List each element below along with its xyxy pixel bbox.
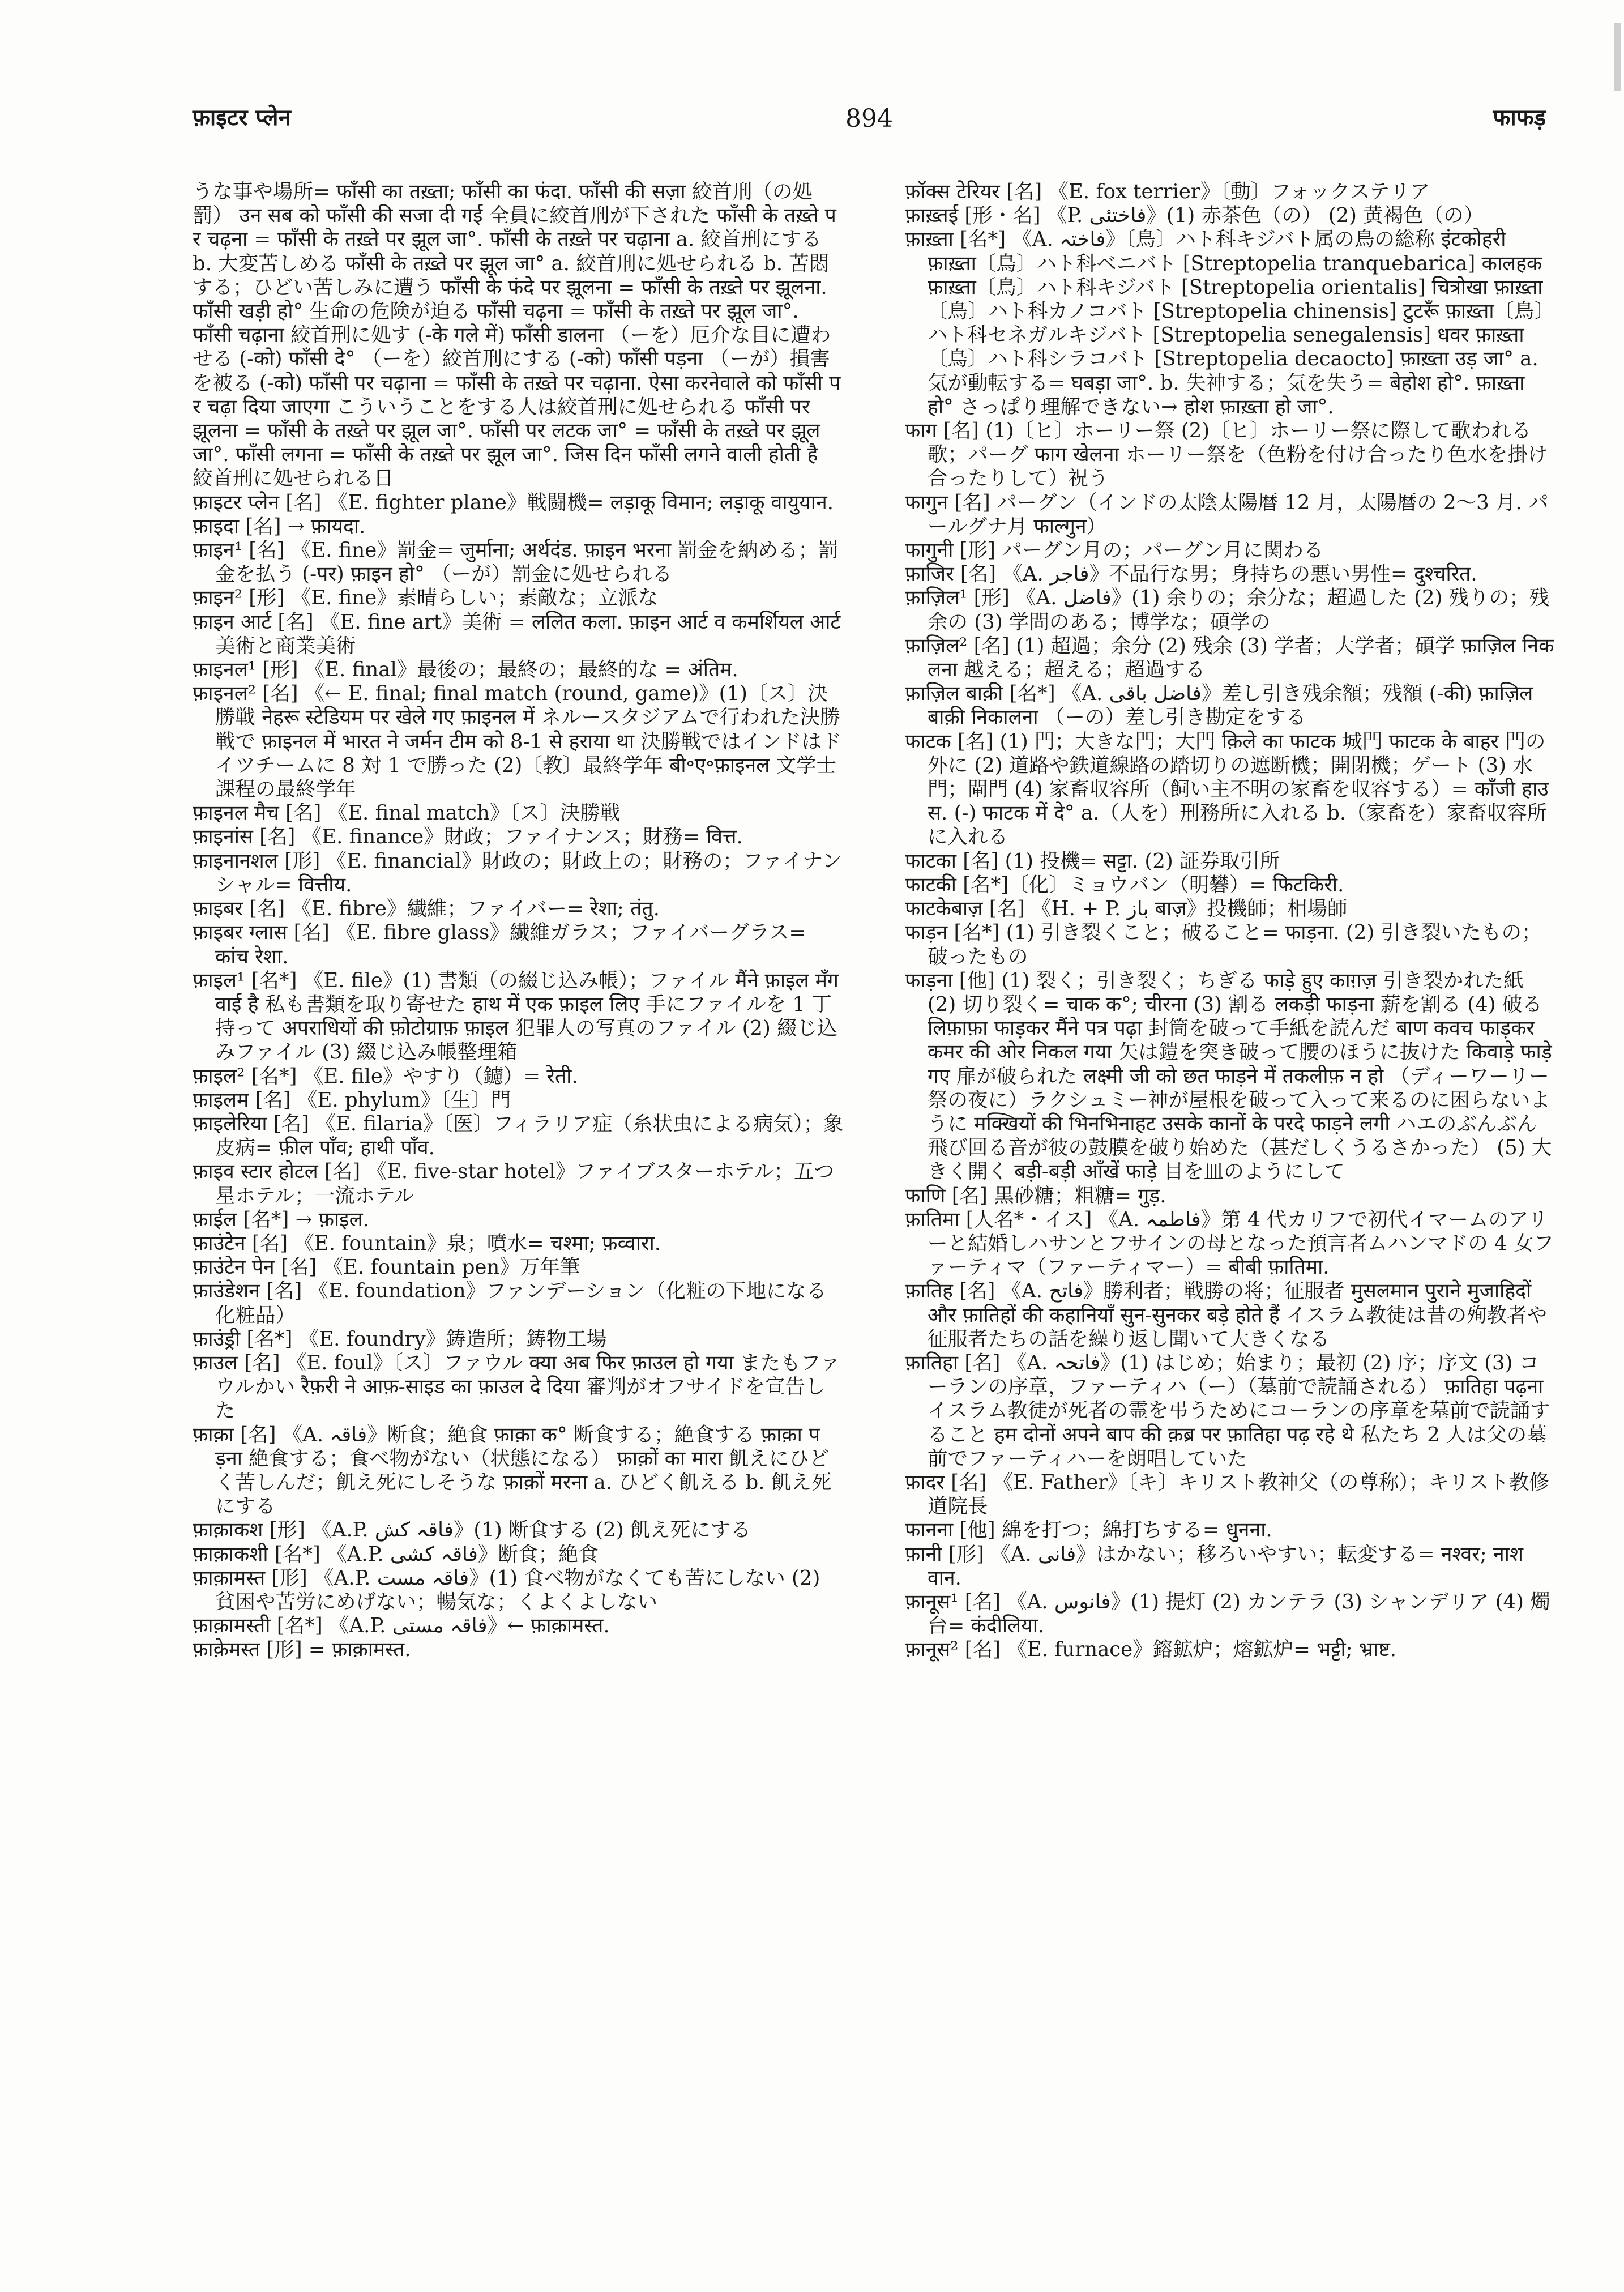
- dictionary-entry: फ़ाक़ाकश [形] 《A.P. فاقہ کش》(1) 断食する (2) 飢え死にする: [193, 1518, 751, 1542]
- dictionary-entry: फ़ाक़ा [名] 《A. فاقہ》断食；絶食 फ़ाक़ा क° 断食する；絶食する फ़ाक़ा पड़ना 絶食する；食べ物がない（状態になる） फ़ाक़ों का मारा 飢えにひどく苦しんだ；飢え死にしそうな फ़ाक़ों मरना a. ひどく飢える b. 飢え死にする: [193, 1423, 832, 1518]
- dictionary-entry: फ़ाइन¹ [名] 《E. fine》罰金= जुर्माना; अर्थदंड. फ़ाइन भरना 罰金を納める；罰金を払う (-पर) फ़ाइन हो° （ーが）罰金に処せられる: [193, 539, 839, 586]
- dictionary-entry: फाटकी [名*]〔化〕ミョウバン（明礬）= फिटकिरी.: [905, 873, 1344, 897]
- dictionary-entry: फ़ाक़ेमस्त [形] = फ़ाक़ामस्त.: [193, 1638, 411, 1662]
- dictionary-entry: फाणि [名] 黒砂糖；粗糖= गुड़.: [905, 1184, 1166, 1207]
- dictionary-entry: फ़ॉक्स टेरियर [名] 《E. fox terrier》〔動〕フォックステリア: [905, 180, 1430, 203]
- dictionary-entry: फ़ाइदा [名] → फ़ायदा.: [193, 514, 366, 538]
- dictionary-entry: फ़ाइल² [名*] 《E. file》やすり（鑢）= रेती.: [193, 1064, 578, 1088]
- dictionary-entry: फ़ाइल¹ [名*] 《E. file》(1) 書類（の綴じ込み帳）；ファイル मैंने फ़ाइल मँगवाई है 私も書類を取り寄せた हाथ में एक फ़ाइल लिए 手にファイルを 1 丁持って अपराधियों की फ़ोटोग्राफ़ फ़ाइल 犯罪人の写真のファイル (2) 綴じ込みファイル (3) 綴じ込み帳整理箱: [193, 968, 839, 1064]
- dictionary-entry: फ़ाइटर प्लेन [名] 《E. fighter plane》戦闘機= लड़ाकू विमान; लड़ाकू वायुयान.: [193, 490, 834, 514]
- dictionary-entry: फ़ाज़िल² [名] (1) 超過；余分 (2) 残余 (3) 学者；大学者；碩学 फ़ाज़िल निकलना 越える；超える；超過する: [905, 634, 1554, 682]
- dictionary-entry: फ़ाइनल मैच [名] 《E. final match》〔ス〕決勝戦: [193, 801, 621, 825]
- running-head-right: फाफड़: [1493, 104, 1546, 131]
- dictionary-entry: फ़ाख़्ता [名*] 《A. فاختہ》〔鳥〕ハト科キジバト属の鳥の総称 इंटकोहरी फ़ाख़्ता〔鳥〕ハト科ベニバト [Streptopelia tranquebarica] कालहक फ़ाख़्ता〔鳥〕ハト科キジバト [Streptopelia orientalis] चित्रोखा फ़ाख़्ता〔鳥〕ハト科カノコバト [Streptopelia chinensis] टुटरूँ फ़ाख़्ता〔鳥〕ハト科セネガルキジバト [Streptopelia senegalensis] धवर फ़ाख़्ता〔鳥〕ハト科シラコバト [Streptopelia decaocto] फ़ाख़्ता उड़ जा° a. 気が動転する= घबड़ा जा°. b. 失神する；気を失う= बेहोश हो°. फ़ाख़्ता हो° さっぱり理解できない→ होश फ़ाख़्ता हो जा°.: [905, 228, 1555, 419]
- dictionary-entry: फ़ाक़ामस्त [形] 《A.P. فاقہ مست》(1) 食べ物がなくても苦にしない (2) 貧困や苦労にめげない；暢気な；くよくよしない: [193, 1566, 820, 1614]
- dictionary-entry: फ़ानी [形] 《A. فانی》はかない；移ろいやすい；転変する= नश्वर; नाशवान.: [905, 1542, 1524, 1590]
- dictionary-entry: फ़ाक़ामस्ती [名*] 《A.P. فاقہ مستی》← फ़ाक़ामस्त.: [193, 1614, 610, 1638]
- page-header: [193, 101, 1546, 140]
- dictionary-entry: फानना [他] 綿を打つ；綿打ちする= धुनना.: [905, 1518, 1272, 1542]
- dictionary-entry: फ़ाइबर [名] 《E. fibre》繊維；ファイバー= रेशा; तंतु.: [193, 897, 660, 921]
- dictionary-entry: फ़ाउंटेन पेन [名] 《E. fountain pen》万年筆: [193, 1256, 580, 1279]
- dictionary-entry: फ़ाज़िल¹ [形] 《A. فاضل》(1) 余りの；余分な；超過した (2) 残りの；残余の (3) 学問のある；博学な；碩学の: [905, 586, 1550, 634]
- dictionary-entry: फ़ानूस² [名] 《E. furnace》鎔鉱炉；熔鉱炉= भट्टी; भ्राष्ट.: [905, 1638, 1397, 1662]
- dictionary-entry: फाटका [名] (1) 投機= सट्टा. (2) 証券取引所: [905, 849, 1280, 873]
- dictionary-entry: फ़ाइनानशल [形] 《E. financial》財政の；財政上の；財務の；ファイナンシャル= वित्तीय.: [193, 849, 842, 897]
- dictionary-entry: फ़ाइव स्टार होटल [名] 《E. five-star hotel》ファイブスターホテル；五つ星ホテル；一流ホテル: [193, 1160, 835, 1207]
- dictionary-entry: फ़ाजिर [名] 《A. فاجر》不品行な男；身持ちの悪い男性= दुश्चरित.: [905, 562, 1477, 586]
- dictionary-entry: फ़ाख़्तई [形・名] 《P. فاختئی》(1) 赤茶色（の） (2) 黄褐色（の）: [905, 204, 1484, 228]
- dictionary-entry: फ़ाइन आर्ट [名] 《E. fine art》美術 = ललित कला. फ़ाइन आर्ट व कमर्शियल आर्ट 美術と商業美術: [193, 610, 841, 658]
- dictionary-entry: फ़ातिह [名] 《A. فاتح》勝利者；戦勝の将；征服者 मुसलमान पुराने मुजाहिदों और फ़ातिहों की कहानियाँ सुन-सुनकर बड़े होते हैं イスラム教徒は昔の殉教者や征服者たちの話を繰り返し聞いて大きくなる: [905, 1279, 1547, 1351]
- entry-continuation: うな事や場所= फाँसी का तख़्ता; फाँसी का फंदा. फाँसी की सज़ा 絞首刑（の処罰） उन सब को फाँसी की सजा दी गई 全員に絞首刑が下された फाँसी के तख़्ते पर चढ़ना = फाँसी के तख़्ते पर झूल जा°. फाँसी के तख़्ते पर चढ़ाना a. 絞首刑にする b. 大変苦しめる फाँसी के तख़्ते पर झूल जा° a. 絞首刑に処せられる b. 苦悶する；ひどい苦しみに遭う फाँसी के फंदे पर झूलना = फाँसी के तख़्ते पर झूलना. फाँसी खड़ी हो° 生命の危険が迫る फाँसी चढ़ना = फाँसी के तख़्ते पर झूल जा°. फाँसी चढ़ाना 絞首刑に処す (-के गले में) फाँसी डालना （ーを）厄介な目に遭わせる (-को) फाँसी दे° （ーを）絞首刑にする (-को) फाँसी पड़ना （ーが）損害を被る (-को) फाँसी पर चढ़ाना = फाँसी के तख़्ते पर चढ़ाना. ऐसा करनेवाले को फाँसी पर चढ़ा दिया जाएगा こういうことをする人は絞首刑に処せられる फाँसी पर झूलना = फाँसी के तख़्ते पर झूल जा°. फाँसी पर लटक जा° = फाँसी के तख़्ते पर झूल जा°. फाँसी लगना = फाँसी के तख़्ते पर झूल जा°. जिस दिन फाँसी लगने वाली होती है 絞首刑に処せられる日: [193, 180, 841, 490]
- dictionary-entry: फ़ाइन² [形] 《E. fine》素晴らしい；素敵な；立派な: [193, 586, 659, 610]
- left-column: [193, 180, 844, 1662]
- dictionary-entry: फ़ाइनल¹ [形] 《E. final》最後の；最終の；最終的な = अंतिम.: [193, 658, 738, 682]
- dictionary-entry: फाड़ना [他] (1) 裂く；引き裂く；ちぎる फाड़े हुए काग़ज़ 引き裂かれた紙 (2) 切り裂く= चाक क°; चीरना (3) 割る लकड़ी फाड़ना 薪を割る (4) 破る लिफ़ाफ़ा फाड़कर मैंने पत्र पढ़ा 封筒を破って手紙を読んだ बाण कवच फाड़कर कमर की ओर निकल गया 矢は鎧を突き破って腰のほうに抜けた किवाड़े फाड़े गए 扉が破られた लक्ष्मी जी को छत फाड़ने में तकलीफ़ न हो （ディーワーリー祭の夜に）ラクシュミー神が屋根を破って入って来るのに困らないように मक्खियों की भिनभिनाहट उसके कानों के परदे फाड़ने लगी ハエのぶんぶん飛び回る音が彼の鼓膜を破り始めた（甚だしくうるさかった） (5) 大きく開く बड़ी-बड़ी आँखें फाड़े 目を皿のようにして: [905, 968, 1552, 1184]
- dictionary-entry: फ़ाइनांस [名] 《E. finance》財政；ファイナンス；財務= वित्त.: [193, 825, 743, 849]
- dictionary-entry: फ़ानूस¹ [名] 《A. فانوس》(1) 提灯 (2) カンテラ (3) シャンデリア (4) 燭台= कंदीलिया.: [905, 1590, 1550, 1638]
- dictionary-entry: फ़ाइबर ग्लास [名] 《E. fibre glass》繊維ガラス；ファイバーグラス= कांच रेशा.: [193, 921, 806, 968]
- dictionary-entry: फ़ाइलेरिया [名] 《E. filaria》〔医〕フィラリア症（糸状虫による病気）；象皮病= फ़ील पाँव; हाथी पाँव.: [193, 1112, 844, 1160]
- dictionary-entry: फागुन [名] パーグン（インドの太陰太陽暦 12 月，太陽暦の 2～3 月. パールグナ月 फाल्गुन）: [905, 490, 1549, 538]
- right-column: [905, 180, 1556, 1662]
- dictionary-entry: फाटक [名] (1) 門；大きな門；大門 क़िले का फाटक 城門 फाटक के बाहर 門の外に (2) 道路や鉄道線路の踏切りの遮断機；開閉機；ゲート (3) 水門；閘門 (4) 家畜収容所（飼い主不明の家畜を収容する）= काँजी हाउस. (-) फाटक में दे° a.（人を）刑務所に入れる b.（家畜を）家畜収容所に入れる: [905, 729, 1549, 849]
- dictionary-entry: फ़ाईल [名*] → फ़ाइल.: [193, 1207, 369, 1231]
- dictionary-entry: फागुनी [形] パーグン月の；パーグン月に関わる: [905, 539, 1324, 562]
- running-head-left: फ़ाइटर प्लेन: [193, 104, 291, 131]
- dictionary-entry: फ़ातिहा [名] 《A. فاتحہ》(1) はじめ；始まり；最初 (2) 序；序文 (3) コーランの序章，ファーティハ（ー）（墓前で読誦される） फ़ातिहा पढ़ना イスラム教徒が死者の霊を弔うためにコーランの序章を墓前で読誦すること हम दोनों अपने बाप की क़ब्र पर फ़ातिहा पढ़ रहे थे 私たち 2 人は父の墓前でファーティハーを朗唱していた: [905, 1351, 1550, 1470]
- dictionary-entry: फ़ाउल [名] 《E. foul》〔ス〕ファウル क्या अब फिर फ़ाउल हो गया またもファウルかい रैफ़री ने आफ़-साइड का फ़ाउल दे दिया 審判がオフサイドを宣告した: [193, 1351, 840, 1423]
- dictionary-entry: फ़ाइनल² [名] 《← E. final; final match (round, game)》(1)〔ス〕決勝戦 नेहरू स्टेडियम पर खेले गए फ़ाइनल में ネルースタジアムで行われた決勝戦で फ़ाइनल में भारत ने जर्मन टीम को 8-1 से हराया था 決勝戦ではインドはドイツチームに 8 対 1 で勝った (2)〔教〕最終学年 बी॰ए॰फ़ाइनल 文学士課程の最終学年: [193, 682, 842, 801]
- page-edge-mark: [1614, 23, 1621, 91]
- dictionary-entry: फ़ातिमा [人名*・イス] 《A. فاطمہ》第 4 代カリフで初代イマームのアリーと結婚しハサンとフサインの母となった預言者ムハンマドの 4 女ファーティマ（ファーティマー）= बीबी फ़ातिमा.: [905, 1207, 1554, 1279]
- dictionary-entry: फाग [名] (1)〔ヒ〕ホーリー祭 (2)〔ヒ〕ホーリー祭に際して歌われる歌；パーグ फाग खेलना ホーリー祭を（色粉を付け合ったり色水を掛け合ったりして）祝う: [905, 419, 1548, 490]
- dictionary-entry: फ़ाज़िल बाक़ी [名*] 《A. فاضل باقی》差し引き残余額；残額 (-की) फ़ाज़िल बाक़ी निकालना （ーの）差し引き勘定をする: [905, 682, 1533, 729]
- dictionary-entry: फ़ाइलम [名] 《E. phylum》〔生〕門: [193, 1088, 511, 1112]
- dictionary-entry: फ़ाउंटेन [名] 《E. fountain》泉；噴水= चश्मा; फ़व्वारा.: [193, 1231, 661, 1255]
- dictionary-entry: फ़ाउंड्री [名*] 《E. foundry》鋳造所；鋳物工場: [193, 1327, 607, 1351]
- dictionary-entry: फाड़न [名*] (1) 引き裂くこと；破ること= फाड़ना. (2) 引き裂いたもの；破ったもの: [905, 921, 1542, 968]
- dictionary-entry: फाटकेबाज़ [名] 《H. + P. باز बाज़》投機師；相場師: [905, 897, 1348, 921]
- dictionary-entry: फ़ाउंडेशन [名] 《E. foundation》ファンデーション（化粧の下地になる化粧品）: [193, 1279, 827, 1327]
- page-number: 894: [845, 104, 893, 133]
- dictionary-entry: फ़ाक़ाकशी [名*] 《A.P. فاقہ کشی》断食；絶食: [193, 1542, 599, 1566]
- dictionary-entry: फ़ादर [名] 《E. Father》〔キ〕キリスト教神父（の尊称）；キリスト教修道院長: [905, 1470, 1549, 1518]
